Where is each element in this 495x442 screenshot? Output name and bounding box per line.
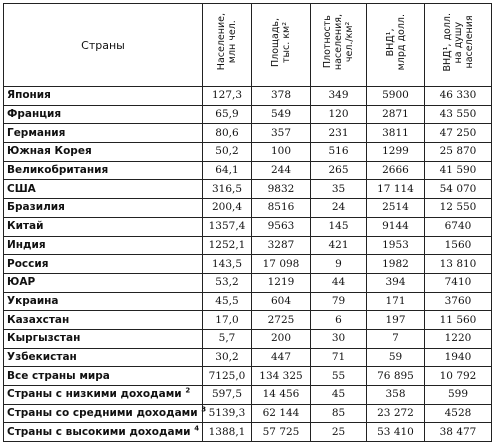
population-cell: 30,2 bbox=[203, 348, 252, 367]
footnote-marker: 2 bbox=[185, 386, 191, 395]
country-name: Южная Корея bbox=[7, 145, 92, 158]
table-row bbox=[4, 87, 492, 106]
gni-per-capita-cell: 6740 bbox=[425, 217, 492, 236]
gni-cell: 1982 bbox=[367, 255, 425, 274]
table-row bbox=[4, 367, 492, 386]
gni-per-capita-cell: 1940 bbox=[425, 348, 492, 367]
gni-per-capita-cell: 13 810 bbox=[425, 255, 492, 274]
footnote-marker: 3 bbox=[201, 405, 207, 414]
gni-per-capita-cell: 12 550 bbox=[425, 199, 492, 218]
country-name: Украина bbox=[7, 294, 59, 307]
country-name: Страны с низкими доходами bbox=[7, 388, 182, 401]
country-name: Великобритания bbox=[7, 164, 109, 177]
gni-cell: 197 bbox=[367, 311, 425, 330]
population-cell: 316,5 bbox=[203, 180, 252, 199]
density-cell: 145 bbox=[311, 217, 367, 236]
country-name-cell bbox=[4, 329, 203, 348]
header-area: Площадь, тыс. км² bbox=[252, 4, 311, 87]
gni-cell: 17 114 bbox=[367, 180, 425, 199]
table-row bbox=[4, 386, 492, 405]
gni-per-capita-cell: 10 792 bbox=[425, 367, 492, 386]
country-name: Германия bbox=[7, 126, 66, 139]
area-cell: 244 bbox=[252, 161, 311, 180]
country-name: Китай bbox=[7, 220, 44, 233]
area-cell: 8516 bbox=[252, 199, 311, 218]
gni-per-capita-cell: 38 477 bbox=[425, 423, 492, 442]
area-cell: 100 bbox=[252, 143, 311, 162]
population-cell: 1357,4 bbox=[203, 217, 252, 236]
population-cell: 1388,1 bbox=[203, 423, 252, 442]
density-cell: 85 bbox=[311, 404, 367, 423]
density-cell: 516 bbox=[311, 143, 367, 162]
country-name-cell bbox=[4, 143, 203, 162]
population-cell: 597,5 bbox=[203, 386, 252, 405]
density-cell: 349 bbox=[311, 87, 367, 106]
area-cell: 549 bbox=[252, 105, 311, 124]
gni-per-capita-cell: 7410 bbox=[425, 273, 492, 292]
table-row bbox=[4, 311, 492, 330]
country-name: Узбекистан bbox=[7, 350, 77, 363]
gni-cell: 76 895 bbox=[367, 367, 425, 386]
gni-per-capita-cell: 3760 bbox=[425, 292, 492, 311]
population-cell: 143,5 bbox=[203, 255, 252, 274]
country-name: Россия bbox=[7, 257, 49, 270]
table-row bbox=[4, 217, 492, 236]
population-cell: 65,9 bbox=[203, 105, 252, 124]
area-cell: 3287 bbox=[252, 236, 311, 255]
population-cell: 53,2 bbox=[203, 273, 252, 292]
table-row bbox=[4, 180, 492, 199]
country-name: Индия bbox=[7, 238, 46, 251]
population-cell: 200,4 bbox=[203, 199, 252, 218]
gni-cell: 5900 bbox=[367, 87, 425, 106]
density-cell: 231 bbox=[311, 124, 367, 143]
table-row bbox=[4, 404, 492, 423]
density-cell: 30 bbox=[311, 329, 367, 348]
country-name: ЮАР bbox=[7, 276, 36, 289]
area-cell: 200 bbox=[252, 329, 311, 348]
country-name-cell bbox=[4, 386, 203, 405]
population-cell: 45,5 bbox=[203, 292, 252, 311]
table-body bbox=[4, 87, 492, 442]
table-row bbox=[4, 161, 492, 180]
country-name: Япония bbox=[7, 89, 51, 102]
country-name: Казахстан bbox=[7, 313, 70, 326]
header-density: Плотность населения, чел./км² bbox=[311, 4, 367, 87]
footnote-marker: 4 bbox=[194, 424, 200, 433]
country-name-cell bbox=[4, 180, 203, 199]
gni-cell: 394 bbox=[367, 273, 425, 292]
table-row bbox=[4, 329, 492, 348]
population-cell: 17,0 bbox=[203, 311, 252, 330]
country-name-cell bbox=[4, 161, 203, 180]
country-name-cell bbox=[4, 404, 207, 423]
population-cell: 64,1 bbox=[203, 161, 252, 180]
density-cell: 9 bbox=[311, 255, 367, 274]
country-name: Страны с высокими доходами bbox=[7, 425, 191, 438]
gni-per-capita-cell: 43 550 bbox=[425, 105, 492, 124]
gni-cell: 171 bbox=[367, 292, 425, 311]
country-name-cell bbox=[4, 105, 203, 124]
table-row bbox=[4, 143, 492, 162]
area-cell: 447 bbox=[252, 348, 311, 367]
area-cell: 604 bbox=[252, 292, 311, 311]
density-cell: 71 bbox=[311, 348, 367, 367]
area-cell: 378 bbox=[252, 87, 311, 106]
population-cell: 5139,3 bbox=[203, 404, 252, 423]
country-name-cell bbox=[4, 348, 203, 367]
table-row bbox=[4, 199, 492, 218]
header-country: Страны bbox=[4, 4, 203, 87]
area-cell: 1219 bbox=[252, 273, 311, 292]
country-name: США bbox=[7, 182, 36, 195]
density-cell: 44 bbox=[311, 273, 367, 292]
gni-cell: 358 bbox=[367, 386, 425, 405]
gni-cell: 1953 bbox=[367, 236, 425, 255]
table-header bbox=[4, 4, 492, 87]
area-cell: 9832 bbox=[252, 180, 311, 199]
country-name-cell bbox=[4, 199, 203, 218]
table-row bbox=[4, 348, 492, 367]
area-cell: 134 325 bbox=[252, 367, 311, 386]
area-cell: 62 144 bbox=[252, 404, 311, 423]
country-name-cell bbox=[4, 217, 203, 236]
country-name-cell bbox=[4, 423, 203, 442]
header-gni-per-capita: ВНД¹, долл. на душу населения bbox=[425, 4, 492, 87]
country-name-cell bbox=[4, 292, 203, 311]
country-name-cell bbox=[4, 124, 203, 143]
table-row bbox=[4, 423, 492, 442]
country-name-cell bbox=[4, 367, 203, 386]
gni-cell: 9144 bbox=[367, 217, 425, 236]
country-name-cell bbox=[4, 311, 203, 330]
area-cell: 9563 bbox=[252, 217, 311, 236]
country-name: Кыргызстан bbox=[7, 332, 81, 345]
country-name: Все страны мира bbox=[7, 369, 110, 382]
countries-table bbox=[3, 3, 492, 442]
gni-cell: 23 272 bbox=[367, 404, 425, 423]
table-row bbox=[4, 105, 492, 124]
density-cell: 45 bbox=[311, 386, 367, 405]
gni-per-capita-cell: 46 330 bbox=[425, 87, 492, 106]
table-row bbox=[4, 292, 492, 311]
density-cell: 120 bbox=[311, 105, 367, 124]
density-cell: 24 bbox=[311, 199, 367, 218]
density-cell: 421 bbox=[311, 236, 367, 255]
area-cell: 14 456 bbox=[252, 386, 311, 405]
population-cell: 80,6 bbox=[203, 124, 252, 143]
population-cell: 1252,1 bbox=[203, 236, 252, 255]
area-cell: 17 098 bbox=[252, 255, 311, 274]
country-name-cell bbox=[4, 236, 203, 255]
gni-per-capita-cell: 1220 bbox=[425, 329, 492, 348]
gni-cell: 53 410 bbox=[367, 423, 425, 442]
density-cell: 6 bbox=[311, 311, 367, 330]
gni-per-capita-cell: 47 250 bbox=[425, 124, 492, 143]
density-cell: 265 bbox=[311, 161, 367, 180]
density-cell: 35 bbox=[311, 180, 367, 199]
table-row bbox=[4, 255, 492, 274]
country-name-cell bbox=[4, 273, 203, 292]
density-cell: 79 bbox=[311, 292, 367, 311]
area-cell: 57 725 bbox=[252, 423, 311, 442]
gni-cell: 3811 bbox=[367, 124, 425, 143]
gni-per-capita-cell: 41 590 bbox=[425, 161, 492, 180]
gni-per-capita-cell: 599 bbox=[425, 386, 492, 405]
population-cell: 50,2 bbox=[203, 143, 252, 162]
population-cell: 7125,0 bbox=[203, 367, 252, 386]
header-population: Население, млн чел. bbox=[203, 4, 252, 87]
population-cell: 127,3 bbox=[203, 87, 252, 106]
gni-cell: 2666 bbox=[367, 161, 425, 180]
gni-cell: 7 bbox=[367, 329, 425, 348]
gni-cell: 2514 bbox=[367, 199, 425, 218]
table-row bbox=[4, 273, 492, 292]
gni-per-capita-cell: 4528 bbox=[425, 404, 492, 423]
density-cell: 25 bbox=[311, 423, 367, 442]
population-cell: 5,7 bbox=[203, 329, 252, 348]
area-cell: 357 bbox=[252, 124, 311, 143]
gni-cell: 2871 bbox=[367, 105, 425, 124]
gni-cell: 1299 bbox=[367, 143, 425, 162]
country-name-cell bbox=[4, 87, 203, 106]
country-name: Страны со средними доходами bbox=[7, 407, 198, 420]
table-row bbox=[4, 124, 492, 143]
gni-per-capita-cell: 25 870 bbox=[425, 143, 492, 162]
gni-cell: 59 bbox=[367, 348, 425, 367]
gni-per-capita-cell: 1560 bbox=[425, 236, 492, 255]
density-cell: 55 bbox=[311, 367, 367, 386]
area-cell: 2725 bbox=[252, 311, 311, 330]
table-row bbox=[4, 236, 492, 255]
country-name: Франция bbox=[7, 108, 62, 121]
gni-per-capita-cell: 11 560 bbox=[425, 311, 492, 330]
gni-per-capita-cell: 54 070 bbox=[425, 180, 492, 199]
header-gni: ВНД¹, млрд долл. bbox=[367, 4, 425, 87]
country-name: Бразилия bbox=[7, 201, 65, 214]
country-name-cell bbox=[4, 255, 203, 274]
